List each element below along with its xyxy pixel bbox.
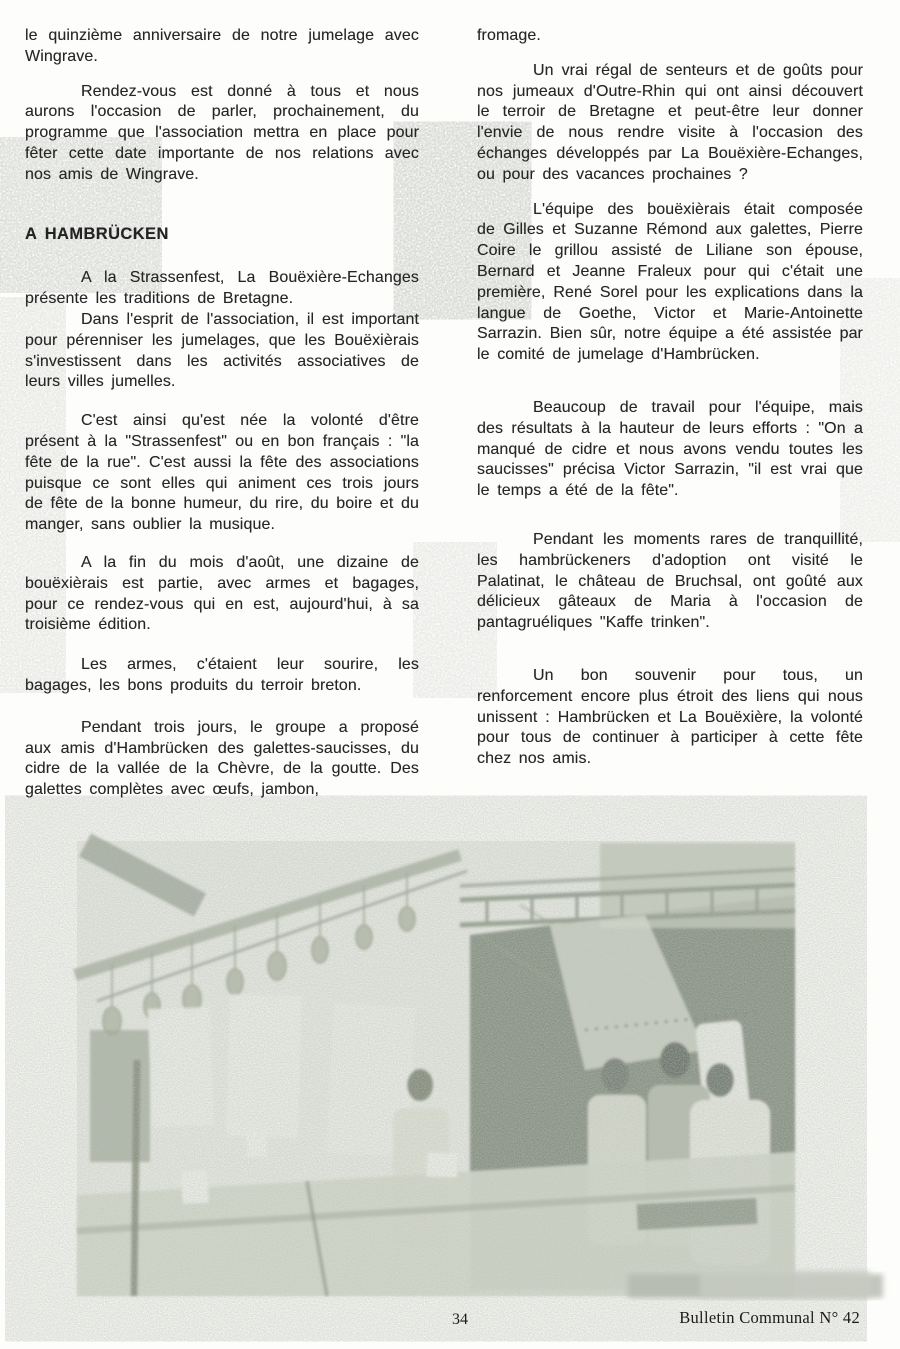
paragraph: fromage.: [477, 27, 541, 44]
paragraph: le quinzième anniversaire de notre jumelage avec Wingrave.: [25, 27, 419, 65]
bulletin-title: Bulletin Communal N° 42: [679, 1308, 860, 1327]
paragraph: A la fin du mois d'août, une dizaine de bouëxièrais est partie, avec armes et bagages, pour ce rendez-vous qui en est, aujourd'hui, à sa troisième édition.: [25, 553, 419, 634]
paragraph: Dans l'esprit de l'association, il est important pour pérenniser les jumelages, que les Bouëxièrais s'investissent dans les activités associatives de leurs villes jumelles.: [25, 310, 419, 391]
section-heading-hambruecken: A HAMBRÜCKEN: [25, 224, 169, 243]
paragraph: L'équipe des bouëxièrais était composée de Gilles et Suzanne Rémond aux galettes, Pierre Coire le grillou assisté de Liliane son épouse, Bernard et Jeanne Fraleux pour qui c'était une première, René Sorel pour les explications dans la langue de Goethe, Victor et Marie-Antoinette Sarrazin. Bien sûr, notre équipe a été assistée par le comité de jumelage d'Hambrücken.: [477, 200, 863, 364]
paragraph: Un vrai régal de senteurs et de goûts pour nos jumeaux d'Outre-Rhin qui ont ainsi découvert le terroir de Bretagne et peut-être leur donner l'envie de nous rendre visite à l'occasion des échanges développés par La Bouëxière-Echanges, ou pour des vacances prochaines ?: [477, 61, 863, 183]
paragraph: Pendant les moments rares de tranquillité, les hambrückeners d'adoption ont visité le Palatinat, le château de Bruchsal, ont goûté aux délicieux gâteaux de Maria à l'occasion de pantagruéliques "Kaffe trinken".: [477, 530, 863, 632]
photo-grain: [77, 841, 795, 1296]
scan-smudge: [628, 1270, 883, 1298]
paragraph: Les armes, c'étaient leur sourire, les bagages, les bons produits du terroir breton.: [25, 656, 419, 694]
paragraph: Beaucoup de travail pour l'équipe, mais des résultats à la hauteur de leurs efforts : "On a manqué de cidre et nous avons vendu toutes les saucisses" précisa Victor Sarrazin, "il est vrai que le temps a été de la fête".: [477, 398, 863, 500]
left-column: [25, 26, 419, 801]
page-number: 34: [452, 1311, 468, 1328]
paragraph: Pendant trois jours, le groupe a proposé aux amis d'Hambrücken des galettes-saucisses, du cidre de la vallée de la Chèvre, de la goutte. Des galettes complètes avec œufs, jambon,: [25, 718, 419, 799]
paragraph: Rendez-vous est donné à tous et nous aurons l'occasion de parler, prochainement, du programme que l'association mettra en place pour fêter cette date importante de nos relations avec nos amis de Wingrave.: [25, 82, 419, 183]
paragraph: C'est ainsi qu'est née la volonté d'être présent à la "Strassenfest" ou en bon français : "la fête de la rue". C'est aussi la fête des associations puisque ce sont elles qui animent ces trois jours de fête de la bonne humeur, du rire, du boire et du manger, sans oublier la musique.: [25, 412, 419, 534]
strassenfest-photo: [75, 841, 795, 1296]
paragraph: A la Strassenfest, La Bouëxière-Echanges présente les traditions de Bretagne.: [25, 269, 419, 308]
paragraph: Un bon souvenir pour tous, un renforcement encore plus étroit des liens qui nous unissent : Hambrücken et La Bouëxière, la volonté pour tous de continuer à participer à cette fête chez nos amis.: [477, 666, 863, 768]
right-column: [477, 26, 863, 770]
